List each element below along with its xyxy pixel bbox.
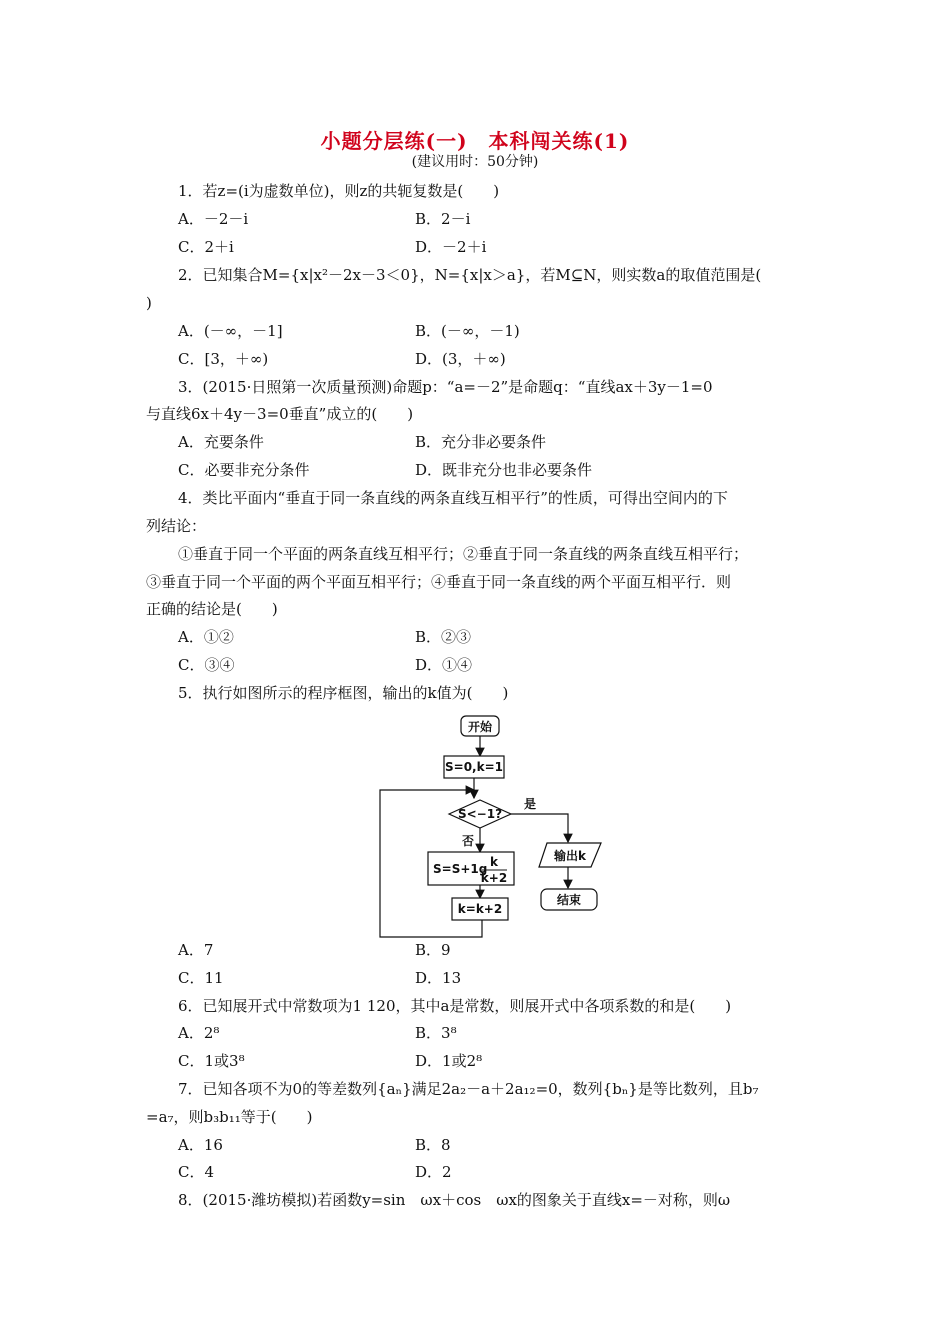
question-3-option-c: C．必要非充分条件 xyxy=(178,461,310,479)
question-3-option-d: D．既非充分也非必要条件 xyxy=(415,461,593,479)
flow-decision-label: S<−1? xyxy=(457,807,503,821)
question-5-option-d: D．13 xyxy=(415,969,462,987)
question-4-option-c: C．③④ xyxy=(178,656,235,674)
question-6-option-c: C．1或3⁸ xyxy=(178,1052,245,1070)
flow-update-k-label: k=k+2 xyxy=(457,902,503,916)
question-2-stem: 2．已知集合M={x|x²－2x－3＜0}，N={x|x＞a}，若M⊆N，则实数a的取值范围是( xyxy=(178,266,762,284)
question-4-option-a: A．①② xyxy=(178,628,234,646)
question-4-stem: 4．类比平面内“垂直于同一条直线的两条直线互相平行”的性质，可得出空间内的下 xyxy=(178,489,728,507)
flow-frac-numerator: k xyxy=(490,855,498,869)
question-4-option-d: D．①④ xyxy=(415,656,473,674)
question-7-stem: 7．已知各项不为0的等差数列{aₙ}满足2a₂－a＋2a₁₂=0，数列{bₙ}是等比数列，且b₇ xyxy=(178,1080,759,1098)
question-4-stem-line-2: 列结论： xyxy=(146,517,207,535)
flow-arrow-yes xyxy=(511,814,568,842)
flow-update-s-label: S=S+1g xyxy=(433,862,488,876)
flow-init-label: S=0,k=1 xyxy=(445,760,503,774)
question-6-option-b: B．3⁸ xyxy=(415,1024,457,1042)
question-5-option-a: A．7 xyxy=(178,941,214,959)
question-6-stem: 6．已知展开式中常数项为1 120，其中a是常数，则展开式中各项系数的和是( ) xyxy=(178,997,732,1015)
flow-frac-denominator: k+2 xyxy=(480,871,508,885)
question-4-statements-2: ③垂直于同一个平面的两个平面互相平行；④垂直于同一条直线的两个平面互相平行．则 xyxy=(146,573,732,591)
question-6-option-d: D．1或2⁸ xyxy=(415,1052,483,1070)
question-4-statements-1: ①垂直于同一个平面的两条直线互相平行；②垂直于同一条直线的两条直线互相平行； xyxy=(178,545,749,563)
question-7-option-c: C．4 xyxy=(178,1163,215,1181)
program-flowchart xyxy=(370,712,620,944)
question-7-option-b: B．8 xyxy=(415,1136,451,1154)
question-3-option-b: B．充分非必要条件 xyxy=(415,433,547,451)
flow-start-label: 开始 xyxy=(467,720,493,734)
question-7-option-a: A．16 xyxy=(178,1136,223,1154)
flow-end-label: 结束 xyxy=(556,893,582,907)
page-title: 小题分层练(一) 本科闯关练(1) xyxy=(320,129,630,153)
question-1-stem: 1．若z=(i为虚数单位)，则z的共轭复数是( ) xyxy=(178,182,500,200)
page-subtitle: (建议用时：50分钟) xyxy=(411,154,539,170)
question-5-option-b: B．9 xyxy=(415,941,451,959)
question-1-option-c: C．2＋i xyxy=(178,238,234,256)
question-2-stem-continued: ) xyxy=(146,294,152,312)
question-4-stem-line-5: 正确的结论是( ) xyxy=(146,600,278,618)
question-5-option-c: C．11 xyxy=(178,969,224,987)
question-1-option-b: B．2－i xyxy=(415,210,471,228)
question-1-option-d: D．－2＋i xyxy=(415,238,487,256)
question-7-stem-continued: =a₇，则b₃b₁₁等于( ) xyxy=(146,1108,313,1126)
question-6-option-a: A．2⁸ xyxy=(178,1024,220,1042)
question-2-option-b: B．(－∞，－1) xyxy=(415,322,520,340)
question-3-stem: 3．(2015·日照第一次质量预测)命题p：“a=－2”是命题q：“直线ax＋3y－1=0 xyxy=(178,378,713,396)
question-3-option-a: A．充要条件 xyxy=(178,433,264,451)
question-2-option-c: C．[3，＋∞) xyxy=(178,350,269,368)
question-7-option-d: D．2 xyxy=(415,1163,452,1181)
question-2-option-d: D．(3，＋∞) xyxy=(415,350,506,368)
question-2-option-a: A．(－∞，－1] xyxy=(178,322,283,340)
question-4-option-b: B．②③ xyxy=(415,628,472,646)
question-8-stem: 8．(2015·潍坊模拟)若函数y=sin ωx＋cos ωx的图象关于直线x=－对称，则ω xyxy=(178,1191,731,1209)
flow-yes-label: 是 xyxy=(523,797,537,811)
flow-output-label: 输出k xyxy=(554,849,586,863)
question-3-stem-continued: 与直线6x＋4y－3=0垂直”成立的( ) xyxy=(146,405,414,423)
question-1-option-a: A．－2－i xyxy=(178,210,249,228)
flow-no-label: 否 xyxy=(461,834,475,848)
question-5-stem: 5．执行如图所示的程序框图，输出的k值为( ) xyxy=(178,684,509,702)
